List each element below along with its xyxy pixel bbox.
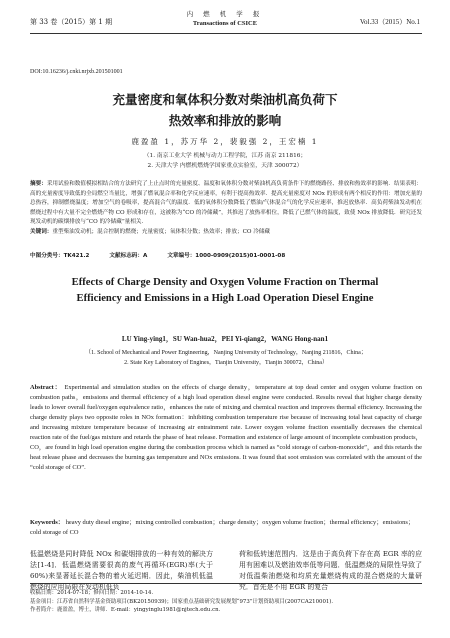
abstract-en-text: Experimental and simulation studies on the effects of charge density，temperature at top dead center and oxygen volume fraction on combustion paths，emissions and thermal efficiency of a high load operation diesel engine were conducted. Results reveal that higher charge density leads to lower overall fuel/oxygen equivalence ratio，enhances the rate of mixing and chemical reaction and improves thermal efficiency. Increasing the charge density plays two opposite roles in NOx formation：inhibiting combustion temperature rise because of increasing total heat capacity of charge and increasing mixture temperature because of increasing air entrainment rate. Lower oxygen volume fraction essentially decreases the chemical reaction rate of the fuel/gas mixture and retards the phase of heat release. Formation and existence of large amount of incomplete combustion products，CO，are found in high load operation engine during the combustion process which is named as “cold storage of carbon-monoxide”，and this retards the heat release phase and decreases the burning gas temperature and NOx emissions. It was found that soot emission was correlated with the amount of the “cold storage of CO”. — [30, 384, 423, 471]
document-code: 文献标志码：A — [109, 253, 148, 259]
classification-row — [30, 251, 422, 259]
footnote-rule — [30, 583, 422, 584]
title-en — [0, 275, 450, 306]
clc-number: 中图分类号：TK421.2 — [30, 253, 90, 259]
journal-name-en: Transactions of CSICE — [192, 20, 258, 27]
abstract-cn-label: 摘要： — [30, 181, 47, 187]
affiliation-en-1: （1. School of Mechanical and Power Engineering，Nanjing University of Technology，Nanjing 211816，China； — [85, 350, 367, 356]
authors-en: LU Ying-ying1，SU Wan-hua2，PEI Yi-qiang2，WANG Hong-nan1 — [121, 335, 329, 343]
title-en-line-1: Effects of Charge Density and Oxygen Volume Fraction on Thermal — [71, 277, 379, 288]
keywords-cn-text: 重型柴油发动机；混合控制的燃烧；充量密度；氧体积分数；热效率；排放；CO 冷储藏 — [52, 228, 271, 235]
authors-cn: 鹿盈盈 1，苏万华 2，裴毅强 2，王宏楠 1 — [131, 137, 319, 146]
journal-name-cn: 内 燃 机 学 报 — [186, 10, 264, 18]
title-cn-line-2: 热效率和排放的影响 — [168, 113, 282, 128]
affiliation-en-2: 2. State Key Laboratory of Engines，Tianjin University，Tianjin 300072，China） — [124, 360, 328, 366]
footnotes — [30, 589, 422, 615]
title-cn-line-1: 充量密度和氧体积分数对柴油机高负荷下 — [112, 92, 338, 107]
keywords-en — [30, 518, 422, 538]
affiliation-cn-1: （1. 南京工业大学 机械与动力工程学院，江苏 南京 211816； — [143, 153, 307, 159]
abstract-cn — [30, 180, 422, 238]
title-cn — [0, 89, 450, 131]
keywords-en-text: heavy duty diesel engine；mixing controlled combustion；charge density；oxygen volume fraction；thermal efficiency；emissions；cold storage of CO — [30, 519, 415, 536]
abstract-cn-text: 采用试验和数值模拟相结合的方法研究了上止点时的充量密度、温度和氧体积分数对柴油机高负荷条件下的燃烧路径、排放和热效率的影响．结果表明：高的充量密度导致低的全局燃空当量比，增强了燃氧混合率和化学反应速率，有利于提高热效率．提高充量密度对 NOx 的形成有两个相反的作用：增加充量的总热容，抑制燃烧温度；增加空气的卷吸率，提高混合气的温度．低的氧体积分数降低了燃油/气体混合气的化学反应速率，推迟放热率．高负荷柴油发动机在燃烧过程中有大量不完全燃烧产物 CO 形成和存在，这被称为“CO 的冷储藏”，其推迟了放热率相位，降低了已燃气体的温度，致使 NOx 排放降低．研究还发现发动机的碳烟排放与“CO 的冷储藏”量相关． — [30, 181, 422, 226]
journal-volume-issue-en: Vol.33（2015）No.1 — [359, 18, 420, 26]
body-text-right-column: 荷和低转速范围内．这是由于高负荷下存在高 EGR 率的应用有困难以及燃油效率低等问题．低温燃烧的局限性导致了对低温柴油燃烧和均质充量燃烧构成的混合燃烧的大量研究．首先是不用 EGR 的复合 — [239, 550, 422, 591]
abstract-en — [30, 383, 422, 473]
doi[interactable]: DOI:10.16236/j.cnki.nrjxb.201501001 — [30, 69, 123, 75]
keywords-cn-label: 关键词： — [30, 228, 53, 235]
affiliation-cn-2: 2. 天津大学 内燃机燃烧学国家重点实验室，天津 300072） — [147, 163, 303, 169]
keywords-en-label: Keywords： — [30, 519, 65, 526]
abstract-en-label: Abstract： — [30, 384, 62, 391]
article-number: 文章编号：1000-0909(2015)01-0001-08 — [167, 253, 286, 259]
footnote-funding: 基金项目：江苏省自然科学基金资助项目(BK20150939)；国家重点基础研究发展规划“973”计划资助项目(2007CA210001)． — [30, 598, 337, 605]
title-en-line-2: Efficiency and Emissions in a High Load Operation Diesel Engine — [76, 292, 374, 304]
journal-volume-issue: 第 33 卷（2015）第 1 期 — [30, 18, 113, 26]
footnote-received: 收稿日期：2014-07-18；修回日期：2014-10-14． — [30, 590, 157, 596]
header-rule — [30, 33, 422, 34]
footnote-author-bio: 作者简介：鹿盈盈，博士，讲师．E-mail：yingyinglu1981@njtech.edu.cn． — [30, 607, 224, 613]
affiliations-en — [30, 348, 422, 368]
affiliations-cn — [0, 151, 450, 171]
body-text-left-column: 低温燃烧是同时降低 NOx 和碳烟排放的一种有效的解决方法[1-4]．低温燃烧需要很高的废气再循环(EGR)率(大于 60%)来显著延长混合物的着火延迟期．因此，柴油机低温燃烧的应用局限在发动机低负 — [30, 550, 213, 591]
